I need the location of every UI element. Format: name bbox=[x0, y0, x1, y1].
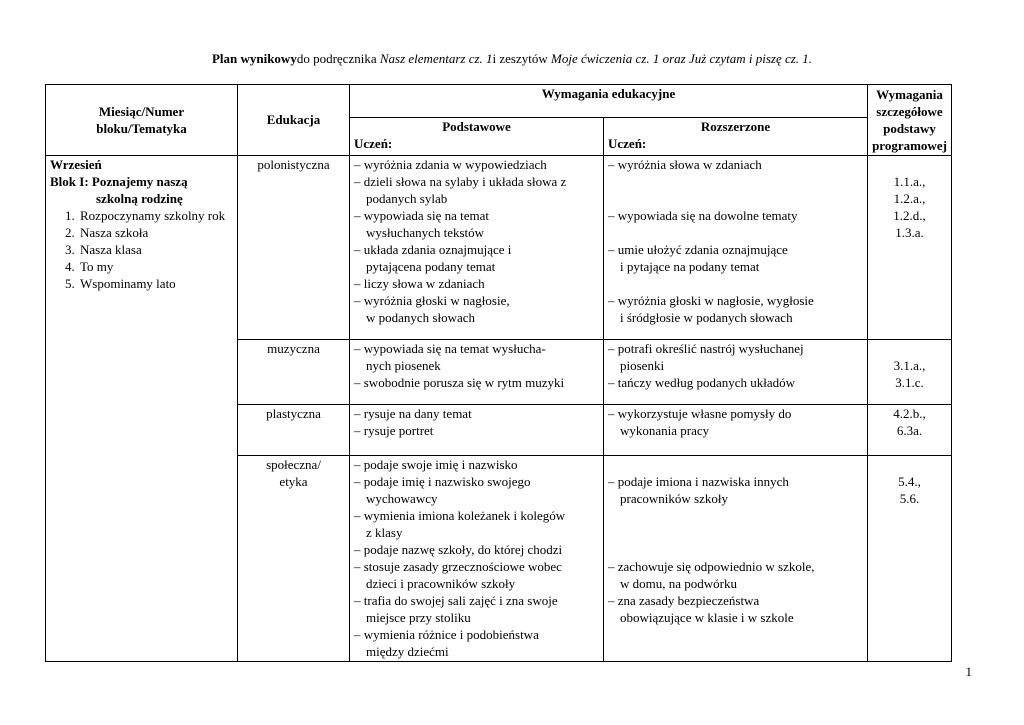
rozszerzone-cell: – podaje imiona i nazwiska innych pracowników szkoły – zachowuje się odpowiednio w szkole, w domu, na podwórku – zna zasady bezpieczeństwa obowiązujące w klasie i w szkole bbox=[604, 455, 868, 661]
list-item: 5. Wspominamy lato bbox=[78, 275, 233, 292]
list-item: 3. Nasza klasa bbox=[78, 241, 233, 258]
list-item: 4. To my bbox=[78, 258, 233, 275]
podstawowe-cell: – wypowiada się na temat wysłucha- nych piosenek – swobodnie porusza się w rytm muzyki bbox=[350, 339, 604, 404]
header-podstawowe: Podstawowe bbox=[350, 118, 604, 136]
header-uczen-podstawowe: Uczeń: bbox=[350, 135, 604, 155]
page-title bbox=[0, 51, 1024, 67]
plan-table bbox=[45, 84, 952, 662]
wymagania-cell: 5.4., 5.6. bbox=[868, 455, 952, 661]
title-italic2: Moje ćwiczenia cz. 1 oraz Już czytam i piszę cz. 1. bbox=[551, 51, 813, 66]
header-month-block: Miesiąc/Numer bloku/Tematyka bbox=[46, 85, 238, 156]
edukacja-cell: plastyczna bbox=[238, 404, 350, 455]
header-wymagania-edukacyjne: Wymagania edukacyjne bbox=[350, 85, 868, 118]
wymagania-cell: 4.2.b., 6.3a. bbox=[868, 404, 952, 455]
podstawowe-cell: – podaje swoje imię i nazwisko – podaje imię i nazwisko swojego wychowawcy – wymienia imiona koleżanek i kolegów z klasy – podaje nazwę szkoły, do której chodzi – stosuje zasady grzecznościowe wobec dzieci i pracowników szkoły – trafia do swojej sali zajęć i zna swoje miejsce przy stoliku – wymienia różnice i podobieństwa między dziećmi bbox=[350, 455, 604, 661]
list-item: 2. Nasza szkoła bbox=[78, 224, 233, 241]
podstawowe-cell: – rysuje na dany temat – rysuje portret bbox=[350, 404, 604, 455]
topic-list bbox=[50, 207, 233, 292]
edukacja-cell: muzyczna bbox=[238, 339, 350, 404]
block-cell bbox=[46, 155, 238, 661]
title-italic1: Nasz elementarz cz. 1 bbox=[379, 51, 493, 66]
list-item: 1. Rozpoczynamy szkolny rok bbox=[78, 207, 233, 224]
header-rozszerzone: Rozszerzone bbox=[604, 118, 868, 136]
title-bold: Plan wynikowy bbox=[211, 51, 297, 66]
rozszerzone-cell: – wyróżnia słowa w zdaniach – wypowiada się na dowolne tematy – umie ułożyć zdania oznajmujące i pytające na podany temat – wyróżnia głoski w nagłosie, wygłosie i śródgłosie w podanych słowach bbox=[604, 155, 868, 339]
rozszerzone-cell: – potrafi określić nastrój wysłuchanej piosenki – tańczy według podanych układów bbox=[604, 339, 868, 404]
header-edukacja: Edukacja bbox=[238, 85, 350, 156]
header-uczen-rozszerzone: Uczeń: bbox=[604, 135, 868, 155]
block-name-cont: szkolną rodzinę bbox=[96, 190, 183, 206]
edukacja-cell: polonistyczna bbox=[238, 155, 350, 339]
edukacja-cell: społeczna/ etyka bbox=[238, 455, 350, 661]
wymagania-cell: 3.1.a., 3.1.c. bbox=[868, 339, 952, 404]
page-number: 1 bbox=[965, 664, 972, 679]
block-name: Blok I: Poznajemy naszą bbox=[50, 173, 188, 189]
title-part1: do podręcznika bbox=[296, 51, 380, 66]
rozszerzone-cell: – wykorzystuje własne pomysły do wykonania pracy bbox=[604, 404, 868, 455]
title-part2: i zeszytów bbox=[492, 51, 552, 66]
wymagania-cell: 1.1.a., 1.2.a., 1.2.d., 1.3.a. bbox=[868, 155, 952, 339]
block-month: Wrzesień bbox=[50, 156, 102, 172]
podstawowe-cell: – wyróżnia zdania w wypowiedziach – dzieli słowa na sylaby i układa słowa z podanych sylab – wypowiada się na temat wysłuchanych tekstów – układa zdania oznajmujące i pytającena podany temat – liczy słowa w zdaniach – wyróżnia głoski w nagłosie, w podanych słowach bbox=[350, 155, 604, 339]
header-wymagania-szczegolowe: Wymagania szczegółowe podstawy programowej bbox=[868, 85, 952, 156]
